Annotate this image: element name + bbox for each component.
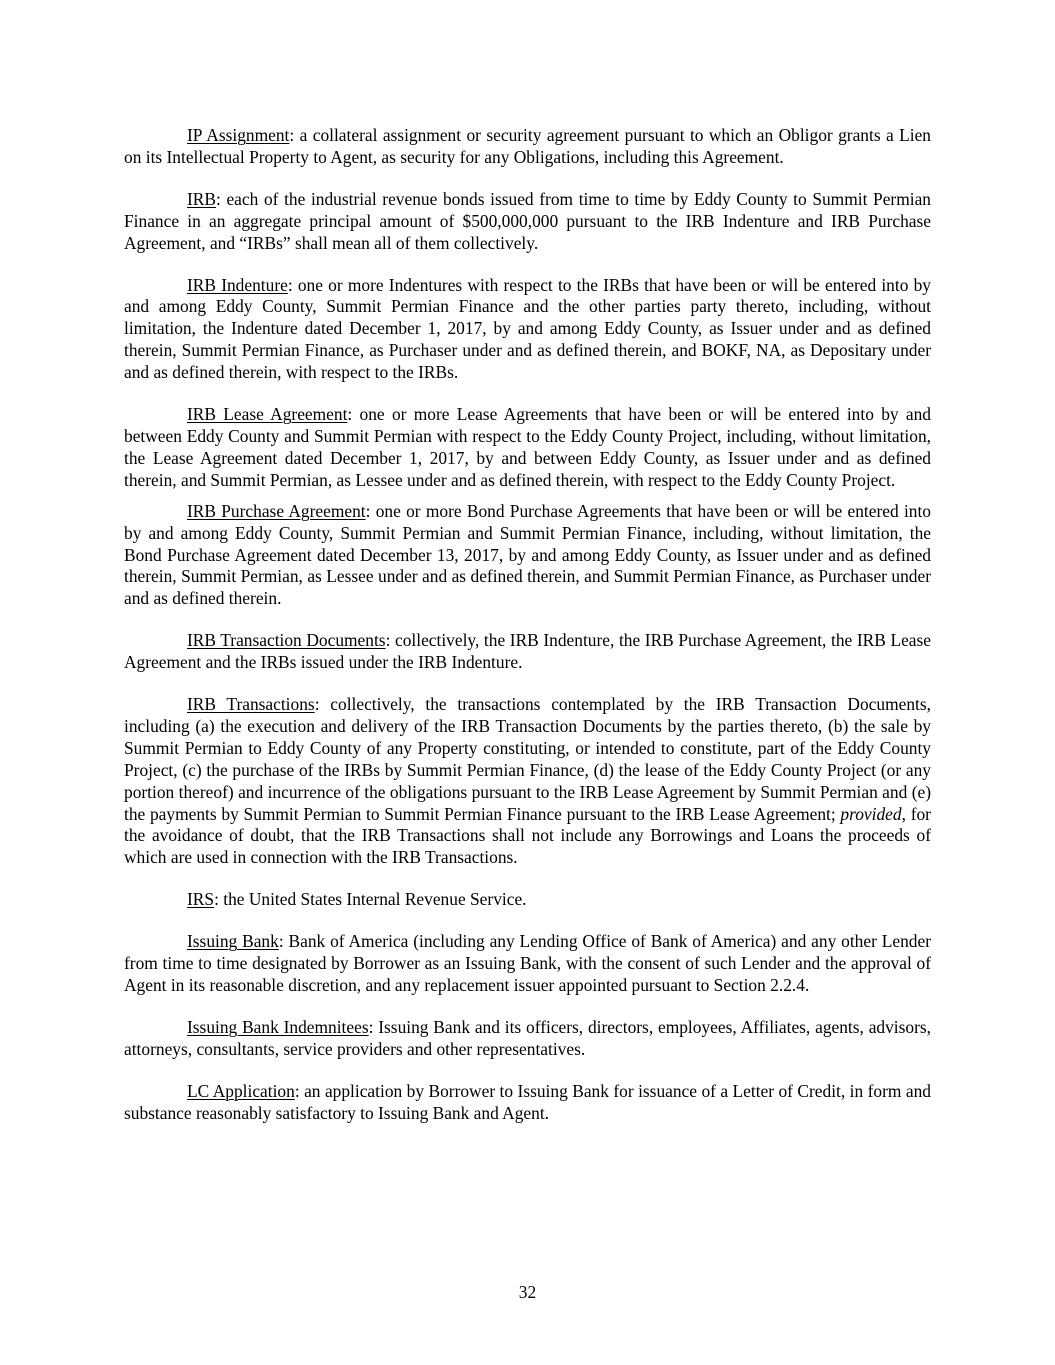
definition-irb — [124, 189, 931, 255]
definition-text: : Bank of America (including any Lending Office of Bank of America) and any other Lender from time to time designated by Borrower as an Issuing Bank, with the consent of such Lender and the approval of Agent in its reasonable discretion, and any replacement issuer appointed pursuant to Section 2.2.4. — [124, 931, 931, 995]
definition-text: : one or more Lease Agreements that have been or will be entered into by and between Eddy County and Summit Permian with respect to the Eddy County Project, including, without limitation, the Lease Agreement dated December 1, 2017, by and between Eddy County, as Issuer under and as defined therein, and Summit Permian, as Lessee under and as defined therein, with respect to the Eddy County Project. — [124, 404, 931, 490]
term-irb: IRB — [187, 188, 216, 209]
definition-text: : one or more Indentures with respect to the IRBs that have been or will be entered into by and among Eddy County, Summit Permian Finance and the other parties party thereto, including, without limitation, the Indenture dated December 1, 2017, by and among Eddy County, as Issuer under and as defined therein, Summit Permian Finance, as Purchaser under and as defined therein, and BOKF, NA, as Depositary under and as defined therein, with respect to the IRBs. — [124, 274, 931, 383]
definition-text: : the United States Internal Revenue Service. — [214, 889, 527, 910]
definition-text-after: , for the avoidance of doubt, that the IRB Transactions shall not include any Borrowings and Loans the proceeds of which are used in connection with the IRB Transactions. — [124, 803, 931, 868]
definition-irb-lease-agreement — [124, 404, 931, 492]
definitions-section — [124, 125, 931, 1125]
page-number: 32 — [518, 1282, 537, 1302]
definition-ip-assignment — [124, 125, 931, 169]
definition-text: : Issuing Bank and its officers, directors, employees, Affiliates, agents, advisors, attorneys, consultants, service providers and other representatives. — [124, 1016, 932, 1059]
definition-irs — [124, 889, 931, 911]
term-lc-application: LC Application — [187, 1080, 295, 1101]
definition-irb-transactions — [124, 694, 931, 869]
term-issuing-bank-indemnitees: Issuing Bank Indemnitees — [187, 1016, 369, 1037]
definition-irb-transaction-documents — [124, 630, 931, 674]
definition-text: : an application by Borrower to Issuing Bank for issuance of a Letter of Credit, in form and substance reasonably satisfactory to Issuing Bank and Agent. — [124, 1080, 931, 1123]
definition-text: : collectively, the IRB Indenture, the IRB Purchase Agreement, the IRB Lease Agreement and the IRBs issued under the IRB Indenture. — [124, 630, 931, 673]
definition-lc-application — [124, 1081, 931, 1125]
term-irs: IRS — [187, 889, 215, 910]
definition-text: : collectively, the transactions contemplated by the IRB Transaction Documents, including (a) the execution and delivery of the IRB Transaction Documents by the parties thereto, (b) the sale by Summit Permian to Eddy County of any Property constituting, or intended to constitute, part of the Eddy County Project, (c) the purchase of the IRBs by Summit Permian Finance, (d) the lease of the Eddy County Project (or any portion thereof) and incurrence of the obligations pursuant to the IRB Lease Agreement by Summit Permian and (e) the payments by Summit Permian to Summit Permian Finance pursuant to the IRB Lease Agreement; — [124, 694, 931, 824]
term-issuing-bank: Issuing Bank — [187, 931, 279, 952]
definition-issuing-bank — [124, 931, 931, 997]
provided-italic: provided — [840, 803, 902, 824]
definition-text: : a collateral assignment or security agreement pursuant to which an Obligor grants a Lien on its Intellectual Property to Agent, as security for any Obligations, including this Agreement. — [124, 125, 932, 167]
term-irb-purchase-agreement: IRB Purchase Agreement — [187, 500, 366, 521]
term-irb-transactions: IRB Transactions — [187, 694, 315, 715]
definition-irb-purchase-agreement — [124, 501, 931, 611]
definition-irb-indenture — [124, 275, 931, 385]
term-irb-lease-agreement: IRB Lease Agreement — [187, 404, 348, 425]
term-irb-transaction-documents: IRB Transaction Documents — [187, 630, 386, 651]
term-irb-indenture: IRB Indenture — [187, 274, 288, 295]
definition-text: : each of the industrial revenue bonds issued from time to time by Eddy County to Summit Permian Finance in an aggregate principal amount of $500,000,000 pursuant to the IRB Indenture and IRB Purchase Agreement, and “IRBs” shall mean all of them collectively. — [124, 188, 931, 253]
definition-issuing-bank-indemnitees — [124, 1017, 931, 1061]
term-ip-assignment: IP Assignment — [187, 125, 290, 145]
definition-text: : one or more Bond Purchase Agreements that have been or will be entered into by and among Eddy County, Summit Permian and Summit Permian Finance, including, without limitation, the Bond Purchase Agreement dated December 13, 2017, by and among Eddy County, as Issuer under and as defined therein, Summit Permian, as Lessee under and as defined therein, and Summit Permian Finance, as Purchaser under and as defined therein. — [124, 500, 931, 609]
